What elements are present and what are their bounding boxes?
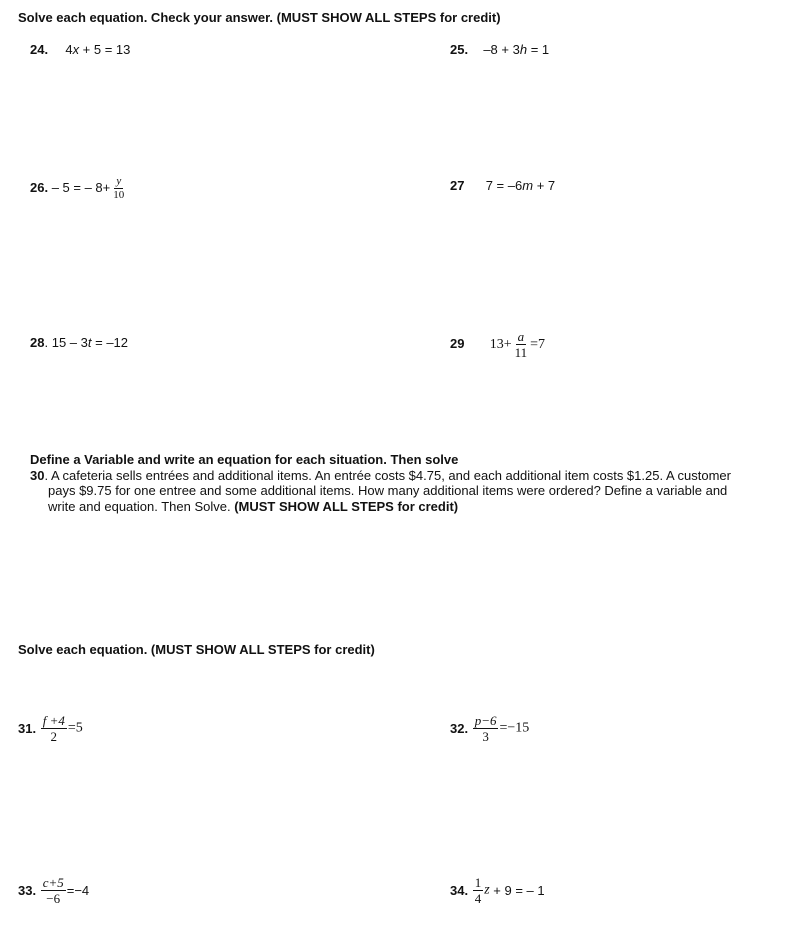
fraction-denominator: −6 (46, 891, 61, 906)
problem-28 (30, 335, 128, 350)
problem-number: 34. (450, 883, 469, 898)
fraction-denominator: 10 (113, 189, 125, 201)
section-heading-solve-check: Solve each equation. Check your answer. (MUST SHOW ALL STEPS for credit) (18, 10, 501, 25)
fraction-numerator: y (116, 175, 122, 187)
coefficient: 4 (65, 42, 73, 57)
problem-26 (30, 176, 127, 201)
problem-number: 33. (18, 883, 37, 898)
problem-number: 32. (450, 721, 469, 736)
variable: z (484, 882, 490, 898)
problem-number: 29 (450, 335, 465, 351)
fraction-numerator: c+5 (42, 875, 64, 890)
fraction-numerator: p−6 (474, 713, 497, 728)
problem-33 (18, 876, 89, 905)
problem-number: 27 (450, 178, 465, 193)
problem-30-line-1 (30, 468, 760, 484)
equation-prefix: 7 = –6 (485, 178, 523, 193)
problem-30-line-3 (30, 499, 760, 515)
problem-29 (450, 330, 545, 359)
fraction (41, 876, 66, 905)
equation-rest: + 5 = 13 (79, 42, 131, 57)
variable: x (72, 42, 80, 57)
equation-rest: =−15 (499, 720, 530, 736)
equation-rest: =7 (530, 336, 546, 352)
problem-34 (450, 876, 545, 905)
problem-30-text-1: . A cafeteria sells entrées and additional items. An entrée costs $4.75, and each additional item costs $1.25. A customer (44, 467, 731, 483)
section-heading-define-variable: Define a Variable and write an equation for each situation. Then solve (30, 452, 459, 467)
fraction (473, 876, 484, 905)
problem-24 (30, 42, 130, 57)
problem-30-emphasis: (MUST SHOW ALL STEPS for credit) (234, 498, 459, 514)
fraction-denominator: 11 (514, 345, 528, 360)
equation-rest: = –12 (91, 335, 129, 350)
problem-27 (450, 178, 555, 193)
fraction (41, 714, 67, 743)
fraction-numerator: 1 (474, 875, 482, 890)
fraction-denominator: 2 (50, 729, 58, 744)
equation-rest: =−4 (66, 883, 90, 898)
equation-prefix: 15 – 3 (51, 335, 88, 350)
problem-32 (450, 714, 529, 743)
section-heading-solve: Solve each equation. (MUST SHOW ALL STEPS for credit) (18, 642, 375, 657)
fraction-denominator: 3 (482, 729, 489, 744)
equation-rest: + 9 = – 1 (489, 883, 545, 898)
problem-number: 26. (30, 179, 49, 195)
fraction-numerator: f +4 (42, 713, 65, 728)
fraction (513, 330, 530, 359)
problem-number: 31. (18, 721, 37, 736)
fraction (473, 714, 499, 743)
equation-prefix: – 5 = – 8+ (51, 179, 111, 195)
problem-25 (450, 42, 549, 57)
fraction-numerator: a (517, 329, 525, 344)
word-problem-section (30, 452, 760, 514)
equation-prefix: 13+ (489, 336, 512, 352)
variable: m (522, 178, 534, 193)
equation-rest: = 1 (527, 42, 550, 57)
variable: t (87, 335, 92, 350)
fraction (111, 176, 126, 201)
fraction-denominator: 4 (474, 891, 482, 906)
problem-number: 30 (30, 467, 45, 483)
problem-number: 28 (30, 335, 45, 350)
problem-number: 25. (450, 42, 469, 57)
problem-number-dot: . (44, 335, 49, 350)
problem-31 (18, 714, 83, 743)
equation-rest: + 7 (533, 178, 556, 193)
equation-rest: =5 (67, 720, 83, 736)
equation-prefix: –8 + 3 (483, 42, 520, 57)
problem-number: 24. (30, 42, 49, 57)
variable: h (519, 42, 528, 57)
problem-30-text-3: write and equation. Then Solve. (48, 498, 235, 514)
problem-30-line-2: pays $9.75 for one entree and some additional items. How many additional items were ordered? Define a variable and (48, 483, 728, 498)
